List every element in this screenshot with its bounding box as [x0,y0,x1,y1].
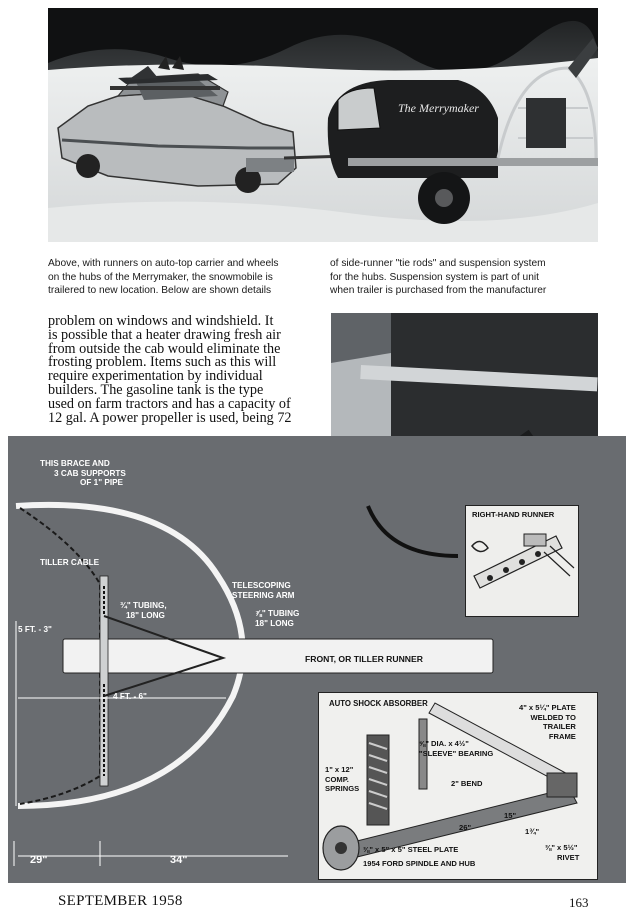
label-line: FRAME [548,731,576,741]
label-line: ⅝" DIA. x 4½" [419,739,469,748]
caption-line: of side-runner "tie rods" and suspension system [330,258,546,269]
page-number: 163 [569,895,589,910]
label-line: OF 1" PIPE [80,478,124,487]
caption-line: on the hubs of the Merrymaker, the snowmobile is [48,271,273,283]
body-line: is possible that a heater drawing fresh air [48,326,281,343]
bend-label: 2" BEND [451,779,483,788]
cab-lettering: The Merrymaker [398,101,479,115]
issue-date: SEPTEMBER 1958 [58,893,183,909]
label-line: STEERING ARM [232,590,295,600]
label-line: 4" x 5¼" PLATE [519,703,576,712]
label-line: ¾" TUBING, [120,601,167,610]
tiller-cable-label: TILLER CABLE [40,558,100,567]
label-line: 1" x 12" [325,765,354,774]
body-line: 12 gal. A power propeller is used, being 72 [48,409,292,426]
label-line: 18" LONG [126,610,165,620]
label-line: TELESCOPING [232,581,291,590]
photo-car-towing-snowmobile [48,8,598,242]
photo-caption-left [48,257,310,298]
telescoping-arm-label [232,581,294,600]
photo-caption-right [330,257,598,298]
caption-line: Above, with runners on auto-top carrier and wheels [48,258,279,269]
label-line: 3 CAB SUPPORTS [54,468,126,478]
dimension-34-label: 34" [170,854,188,866]
label-line: "SLEEVE" BEARING [419,748,494,758]
dimension-15-label: 15" [504,811,517,820]
dimension-29-label: 29" [30,854,48,866]
caption-line: for the hubs. Suspension system is part of unit [330,271,539,283]
rivet-dimension-label: ⅜" x 5½" [545,843,578,852]
caption-line: trailered to new location. Below are shown details [48,285,272,297]
brace-note-label [40,459,126,488]
label-line: THIS BRACE AND [40,459,110,468]
label-line: SPRINGS [325,784,360,793]
body-line: used on farm tractors and has a capacity of [48,395,291,412]
plate-label [519,703,576,741]
right-hand-runner-label: RIGHT-HAND RUNNER [472,510,555,519]
rivet-label: RIVET [557,853,580,862]
tubing-a-label [120,601,167,620]
tubing-b-label [255,609,299,628]
body-line: frosting problem. Items such as this will [48,354,277,371]
shock-absorber-label: AUTO SHOCK ABSORBER [329,699,428,708]
front-runner-label: FRONT, OR TILLER RUNNER [305,654,423,664]
right-hand-runner-inset [465,505,579,617]
spindle-hub-label: 1954 FORD SPINDLE AND HUB [363,859,476,868]
label-line: WELDED TO [530,712,576,722]
width-dimension-label: 5 FT. - 3" [18,625,52,634]
springs-label [325,765,359,794]
body-line: require experimentation by individual [48,368,263,385]
dimension-1-3-4-label: 1¾" [525,827,540,836]
label-line: ⅞" TUBING [255,609,300,618]
label-line: 18" LONG [255,618,294,628]
label-line: TRAILER [542,722,576,731]
caption-line: when trailer is purchased from the manufacturer [330,285,547,297]
suspension-system-inset [318,692,598,880]
body-line: builders. The gasoline tank is the type [48,381,264,398]
steel-plate-label: ⅜" x 5" x 5" STEEL PLATE [363,845,459,854]
label-line: COMP. [325,774,349,784]
dimension-26-label: 26" [459,823,472,832]
sleeve-bearing-label [419,739,493,758]
length-dimension-label: 4 FT. - 6" [113,692,147,701]
article-body-text [48,315,316,425]
body-line: problem on windows and windshield. It [48,313,274,329]
body-line: from outside the cab would eliminate the [48,340,281,357]
